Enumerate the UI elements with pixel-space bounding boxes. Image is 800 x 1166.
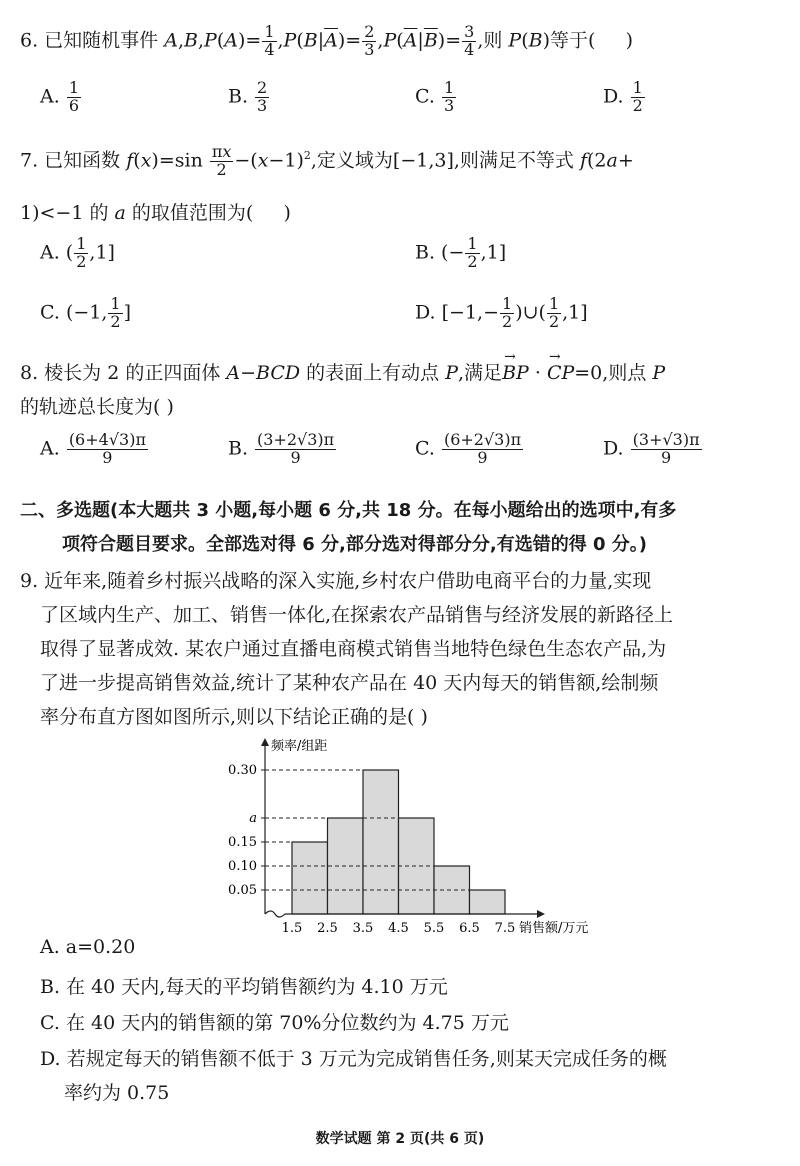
y-axis-arrow: [261, 738, 269, 746]
q6-stem: 6. 已知随机事件 A,B,P(A)= $\frac{1}{4}$ $,P(B|\overline{A})=$ $\frac{2}{3}$ $,P(\overline{A}|\overline{B})=$ $\frac{3}{4}$ ,则 P(B)等于( ): [20, 22, 634, 59]
y-tick-label: 0.15: [228, 835, 257, 850]
q8-option-b: B. $\frac{(3+2√3)\pi}{9}$: [228, 430, 335, 467]
q8-option-d: D. $\frac{(3+√3)\pi}{9}$: [603, 430, 700, 467]
q6-option-b: B. $\frac{2}{3}$: [228, 78, 268, 115]
q9-option-b: B. 在 40 天内,每天的平均销售额约为 4.10 万元: [40, 976, 448, 998]
q8-option-c: C. $\frac{(6+2√3)\pi}{9}$: [415, 430, 522, 467]
section2-heading-line2: 项符合题目要求。全部选对得 6 分,部分选对得部分分,有选错的得 0 分。): [62, 534, 648, 555]
q6-option-a: A. $\frac{1}{6}$: [40, 78, 79, 115]
y-tick-label: a: [249, 811, 257, 826]
q7-stem-line1: 7. 已知函数 f(x)=sin $\frac{\pi x}{2}$ $-(x-1)^2$,定义域为[−1,3],则满足不等式 f(2a+: [20, 142, 634, 179]
x-axis-arrow: [537, 910, 545, 918]
q9-stem-line1: 9. 近年来,随着乡村振兴战略的深入实施,乡村农户借助电商平台的力量,实现: [20, 570, 652, 592]
page-footer: 数学试题 第 2 页(共 6 页): [315, 1131, 485, 1147]
q9-option-c: C. 在 40 天内的销售额的第 70%分位数约为 4.75 万元: [40, 1012, 509, 1034]
histogram-bar: [292, 842, 328, 914]
x-tick-label: 7.5: [494, 921, 516, 936]
q9-stem-line4: 了进一步提高销售效益,统计了某种农产品在 40 天内每天的销售额,绘制频: [40, 672, 659, 694]
q9-stem-line5: 率分布直方图如图所示,则以下结论正确的是( ): [40, 706, 428, 728]
q9-stem-line2: 了区域内生产、加工、销售一体化,在探索农产品销售与经济发展的新路径上: [40, 604, 674, 626]
q8-option-a: A. $\frac{(6+4√3)\pi}{9}$: [40, 430, 146, 467]
frequency-histogram: [205, 736, 615, 936]
x-tick-label: 3.5: [352, 921, 374, 936]
q8-stem-line2: 的轨迹总长度为( ): [20, 396, 174, 418]
q8-stem-line1: 8. 棱长为 2 的正四面体 A−BCD 的表面上有动点 P,满足→ BP · → CP=0,则点 P: [20, 358, 665, 385]
q9-stem-line3: 取得了显著成效. 某农户通过直播电商模式销售当地特色绿色生态农产品,为: [40, 638, 667, 660]
y-axis-label: 频率/组距: [271, 739, 328, 754]
q6-option-c: C. $\frac{1}{3}$: [415, 78, 455, 115]
q9-option-d-line1: D. 若规定每天的销售额不低于 3 万元为完成销售任务,则某天完成任务的概: [40, 1048, 667, 1070]
y-tick-label: 0.10: [228, 859, 257, 874]
q7-option-c: C. (−1, $\frac{1}{2}$ ]: [40, 294, 132, 331]
y-tick-label: 0.30: [228, 763, 257, 778]
q7-option-b: B. (− $\frac{1}{2}$ ,1]: [415, 234, 507, 271]
q9-option-d-line2: 率约为 0.75: [64, 1082, 170, 1104]
x-axis-label: 销售额/万元: [519, 921, 589, 936]
q7-option-d: D. [−1,− $\frac{1}{2}$ )∪( $\frac{1}{2}$ ,1]: [415, 294, 588, 331]
x-tick-label: 1.5: [281, 921, 303, 936]
section2-heading-line1: 二、多选题(本大题共 3 小题,每小题 6 分,共 18 分。在每小题给出的选项中,有多: [20, 500, 677, 521]
q7-stem-line2: 1)<−1 的 a 的取值范围为( ): [20, 202, 291, 224]
x-tick-label: 2.5: [317, 921, 338, 936]
x-tick-label: 6.5: [459, 921, 480, 936]
y-tick-label: 0.05: [228, 883, 257, 898]
x-tick-label: 5.5: [423, 921, 445, 936]
histogram-bar: [470, 890, 506, 914]
histogram-bar: [363, 770, 399, 914]
q9-option-a: A. a=0.20: [40, 936, 136, 958]
q7-option-a: A. ( $\frac{1}{2}$ ,1]: [40, 234, 115, 271]
q6-option-d: D. $\frac{1}{2}$: [603, 78, 643, 115]
x-tick-label: 4.5: [388, 921, 409, 936]
